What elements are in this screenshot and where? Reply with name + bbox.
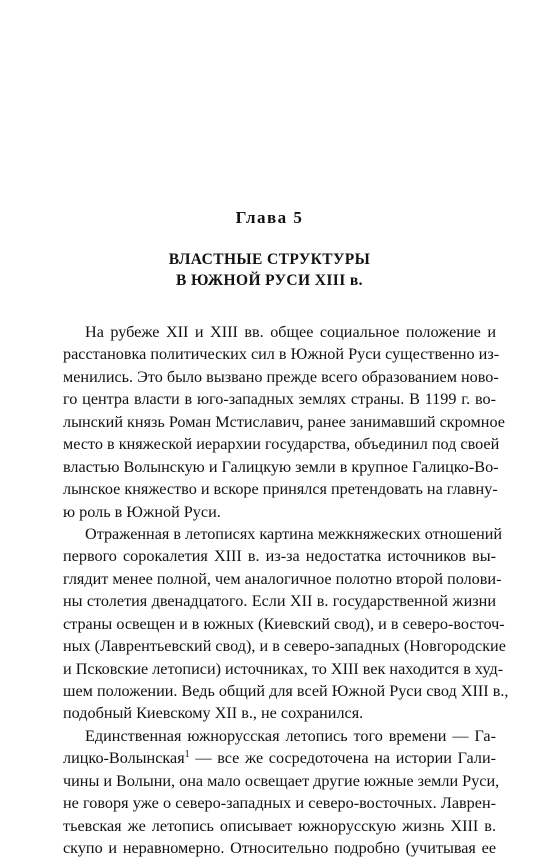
text-line: не говоря уже о северо-западных и северо-восточных. Лаврен-	[63, 794, 496, 813]
text-fragment: — все же сосредоточена на истории Гали-	[195, 749, 497, 768]
text-line: глядит менее полной, чем аналогичное полотно второй полови-	[63, 569, 502, 588]
footnote-marker: 1	[184, 749, 190, 761]
text-line: го центра власти в юго-западных землях страны. В 1199 г. во-	[63, 390, 496, 409]
text-line: страны освещен и в южных (Киевский свод), и в северо-восточ-	[63, 614, 505, 633]
text-line: первого сорокалетия XIII в. из-за недостатка источников вы-	[63, 547, 496, 566]
chapter-title-line-1: ВЛАСТНЫЕ СТРУКТУРЫ	[168, 251, 371, 268]
text-line: менились. Это было вызвано прежде всего образованием ново-	[63, 367, 499, 386]
text-line: подобный Киевскому XII в., не сохранился.	[63, 704, 364, 723]
text-line: На рубеже XII и XIII вв. общее социальное положение и	[85, 323, 496, 341]
chapter-number: Глава 5	[235, 208, 304, 227]
text-line: чины и Волыни, она мало освещает другие южные земли Руси,	[63, 771, 500, 790]
text-line: Единственная южнорусская летопись того времени — Га-	[85, 726, 496, 745]
chapter-title	[0, 249, 539, 291]
text-line: место в княжеской иерархии государства, объединил под своей	[63, 435, 500, 454]
text-line: Отраженная в летописях картина межкняжеских отношений	[85, 524, 503, 543]
text-fragment: лицко-Волынская	[63, 749, 185, 768]
text-line: ных (Лаврентьевский свод), и в северо-западных (Новгородские	[63, 637, 506, 656]
body-text	[63, 321, 509, 860]
text-line: и Псковские летописи) источниках, то XIII век находится в худ-	[63, 659, 504, 678]
text-line: ны столетия двенадцатого. Если XII в. государственной жизни	[63, 592, 496, 611]
text-line-with-footnote	[63, 747, 496, 769]
text-line: ю роль в Южной Руси.	[63, 502, 221, 521]
chapter-title-line-2: В ЮЖНОЙ РУСИ XIII в.	[176, 272, 363, 289]
text-line: лынское княжество и вскоре принялся претендовать на главну-	[63, 480, 498, 499]
text-line: скупо и неравномерно. Относительно подробно (учитывая ее	[63, 839, 496, 858]
text-line: лынский князь Роман Мстиславич, ранее занимавший скромное	[63, 412, 505, 431]
text-line: тьевская же летопись описывает южнорусскую жизнь XIII в.	[63, 816, 496, 835]
text-line: шем положении. Ведь общий для всей Южной Руси свод XIII в.,	[63, 682, 509, 700]
text-line: властью Волынскую и Галицкую земли в крупное Галицко-Во-	[63, 457, 499, 476]
text-line: расстановка политических сил в Южной Руси существенно из-	[63, 345, 500, 364]
